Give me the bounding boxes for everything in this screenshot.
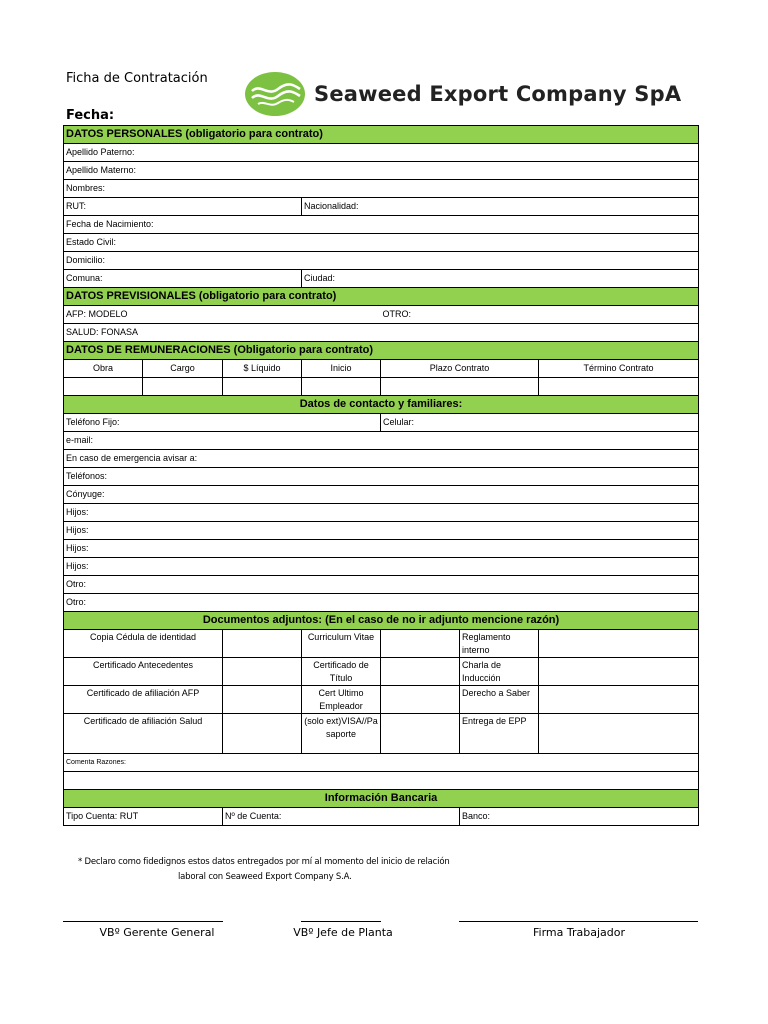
field-nombres[interactable]: Nombres: [64,180,699,198]
field-telefono-fijo[interactable]: Teléfono Fijo: [64,414,381,432]
field-otro[interactable]: Otro: [64,594,699,612]
doc-visa-check[interactable] [381,714,460,754]
signature-line-gerente [63,921,223,922]
field-email[interactable]: e-mail: [64,432,699,450]
field-apellido-materno[interactable]: Apellido Materno: [64,162,699,180]
field-conyuge[interactable]: Cónyuge: [64,486,699,504]
column-header-termino-contrato: Término Contrato [539,360,699,378]
field-banco[interactable]: Banco: [460,808,699,826]
field-afp[interactable]: AFP: MODELO [64,306,381,324]
doc-derecho-saber-check[interactable] [539,686,699,714]
fecha-label: Fecha: [66,108,115,123]
column-header-cargo: Cargo [143,360,223,378]
field-otro[interactable]: Otro: [64,576,699,594]
doc-afiliacion-salud: Certificado de afiliación Salud [64,714,223,754]
field-nacionalidad[interactable]: Nacionalidad: [302,198,699,216]
section-datos-remuneraciones: DATOS DE REMUNERACIONES (Obligatorio para contrato) [64,342,699,360]
doc-copia-cedula: Copia Cédula de identidad [64,630,223,658]
signature-line-trabajador [459,921,698,922]
doc-copia-cedula-check[interactable] [223,630,302,658]
doc-antecedentes-check[interactable] [223,658,302,686]
doc-afiliacion-salud-check[interactable] [223,714,302,754]
doc-charla-check[interactable] [539,658,699,686]
field-hijos[interactable]: Hijos: [64,540,699,558]
field-ciudad[interactable]: Ciudad: [302,270,699,288]
input-inicio[interactable] [302,378,381,396]
section-datos-personales: DATOS PERSONALES (obligatorio para contrato) [64,126,699,144]
field-salud[interactable]: SALUD: FONASA [64,324,699,342]
doc-charla: Charla de Inducción [460,658,539,686]
input-plazo-contrato[interactable] [381,378,539,396]
company-logo-icon [244,71,306,117]
doc-cert-ultimo: Cert Ultimo Empleador [302,686,381,714]
section-documentos-adjuntos: Documentos adjuntos: (En el caso de no ir adjunto mencione razón) [64,612,699,630]
field-fecha-nacimiento[interactable]: Fecha de Nacimiento: [64,216,699,234]
field-comenta-razones-blank[interactable] [64,772,699,790]
field-apellido-paterno[interactable]: Apellido Paterno: [64,144,699,162]
input-liquido[interactable] [223,378,302,396]
field-domicilio[interactable]: Domicilio: [64,252,699,270]
field-emergencia[interactable]: En caso de emergencia avisar a: [64,450,699,468]
doc-cert-titulo-check[interactable] [381,658,460,686]
section-datos-previsionales: DATOS PREVISIONALES (obligatorio para contrato) [64,288,699,306]
field-estado-civil[interactable]: Estado Civil: [64,234,699,252]
column-header-plazo-contrato: Plazo Contrato [381,360,539,378]
field-numero-cuenta[interactable]: Nº de Cuenta: [223,808,460,826]
field-telefonos[interactable]: Teléfonos: [64,468,699,486]
doc-epp-check[interactable] [539,714,699,754]
doc-reglamento: Reglamento interno [460,630,539,658]
field-hijos[interactable]: Hijos: [64,558,699,576]
hiring-form-table [63,125,699,826]
field-comuna[interactable]: Comuna: [64,270,302,288]
input-termino-contrato[interactable] [539,378,699,396]
form-title: Ficha de Contratación [66,71,208,86]
doc-epp: Entrega de EPP [460,714,539,754]
doc-curriculum: Curriculum Vitae [302,630,381,658]
field-celular[interactable]: Celular: [381,414,699,432]
section-informacion-bancaria: Información Bancaria [64,790,699,808]
doc-antecedentes: Certificado Antecedentes [64,658,223,686]
field-tipo-cuenta[interactable]: Tipo Cuenta: RUT [64,808,223,826]
doc-derecho-saber: Derecho a Saber [460,686,539,714]
field-hijos[interactable]: Hijos: [64,522,699,540]
signature-label-gerente: VBº Gerente General [99,926,215,939]
field-afp-otro[interactable]: OTRO: [381,306,699,324]
doc-visa: (solo ext)VISA//Pasaporte [302,714,381,754]
doc-curriculum-check[interactable] [381,630,460,658]
signature-label-jefe: VBº Jefe de Planta [293,926,393,939]
field-rut[interactable]: RUT: [64,198,302,216]
declaration-line-1: * Declaro como fidedignos estos datos entregados por mí al momento del inicio de relación [78,857,450,867]
doc-cert-ultimo-check[interactable] [381,686,460,714]
column-header-obra: Obra [64,360,143,378]
field-hijos[interactable]: Hijos: [64,504,699,522]
declaration-line-2: laboral con Seaweed Export Company S.A. [178,872,352,882]
input-cargo[interactable] [143,378,223,396]
signature-label-trabajador: Firma Trabajador [533,926,625,939]
doc-reglamento-check[interactable] [539,630,699,658]
section-contacto-familiares: Datos de contacto y familiares: [64,396,699,414]
column-header-liquido: $ Líquido [223,360,302,378]
doc-afiliacion-afp: Certificado de afiliación AFP [64,686,223,714]
doc-afiliacion-afp-check[interactable] [223,686,302,714]
signature-line-jefe [301,921,381,922]
field-comenta-razones[interactable]: Comenta Razones: [64,754,699,772]
company-name: Seaweed Export Company SpA [314,82,682,106]
doc-cert-titulo: Certificado de Título [302,658,381,686]
input-obra[interactable] [64,378,143,396]
column-header-inicio: Inicio [302,360,381,378]
